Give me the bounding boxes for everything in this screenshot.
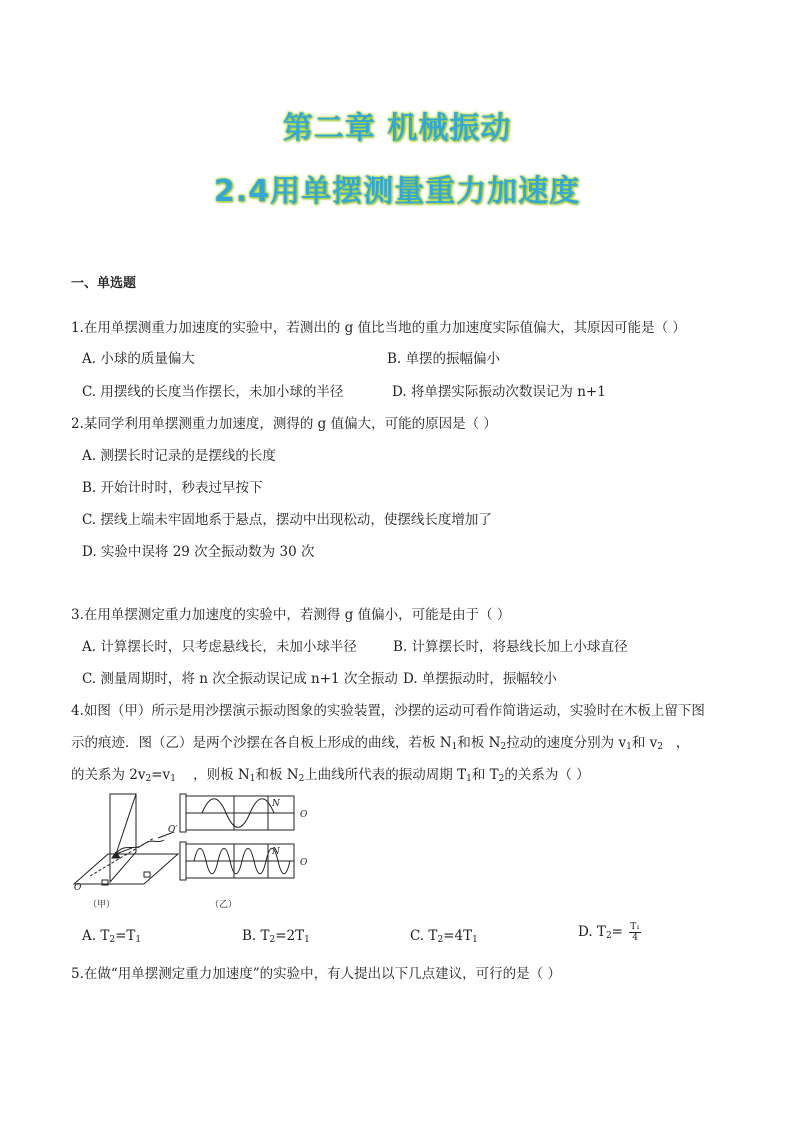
label-o-n1: O [300,810,308,820]
label-o-prime: O′ [168,825,178,835]
q4-option-d[interactable]: D. $T_2=$ $\frac{\text{T₁}}{4}$ [578,922,640,943]
label-n2: N [272,847,280,857]
q3-option-d[interactable]: D. 单摆振动时，振幅较小 [403,671,557,687]
q4-option-c[interactable]: C. $T_2=4T_1$ [410,928,478,945]
section-heading: 一、单选题 [71,276,137,291]
q2-stem: 2.某同学利用单摆测重力加速度，测得的 g 值偏大，可能的原因是（ ） [71,416,497,432]
q3-stem: 3.在用单摆测定重力加速度的实验中，若测得 g 值偏小，可能是由于（ ） [71,607,511,623]
q1-option-d[interactable]: D. 将单摆实际振动次数误记为 n+1 [392,384,606,400]
label-o-left: O [74,883,82,893]
wood-board [74,854,178,884]
sand-pendulum-figure [72,792,322,910]
q1-option-a[interactable]: A. 小球的质量偏大 [82,351,195,367]
fraction-t1-over-4: $\frac{\text{T₁}}{4}$ [630,922,640,943]
q4-option-b[interactable]: B. $T_2=2T_1$ [242,928,310,945]
label-jia: （甲） [88,900,116,910]
q3-option-c[interactable]: C. 测量周期时，将 n 次全振动误记成 n+1 次全振动 [82,671,398,687]
label-n1: N [272,799,280,809]
q4-stem-line2: 示的痕迹．图（乙）是两个沙摆在各自板上形成的曲线，若板 $N_1$和板 $N_2$拉动的速度分别为 $v_1$和 $v_2$ ， [71,735,690,752]
q1-option-c[interactable]: C. 用摆线的长度当作摆长，未加小球的半径 [82,384,344,400]
q2-option-d[interactable]: D. 实验中误将 29 次全振动数为 30 次 [82,544,315,560]
q1-stem: 1.在用单摆测重力加速度的实验中，若测出的 g 值比当地的重力加速度实际值偏大，其原因可能是（ ） [71,320,686,336]
chapter-title: 第二章 机械振动 [282,111,512,146]
q2-option-a[interactable]: A. 测摆长时记录的是摆线的长度 [82,448,276,464]
q3-option-b[interactable]: B. 计算摆长时，将悬线长加上小球直径 [393,639,628,655]
q2-option-c[interactable]: C. 摆线上端未牢固地系于悬点，摆动中出现松动，使摆线长度增加了 [82,512,492,528]
label-o-n2: O [300,858,308,868]
section-title: 2.4用单摆测量重力加速度 [213,174,581,209]
q4-option-a[interactable]: A. $T_2=T_1$ [82,928,142,945]
q5-stem: 5.在做“用单摆测定重力加速度”的实验中，有人提出以下几点建议，可行的是（ ） [71,966,561,982]
q4-stem-line3: 的关系为 $2v_2=v_1$ ，则板 $N_1$和板 $N_2$上曲线所代表的振动周期 $T_1$和 $T_2$的关系为（ ） [71,767,590,784]
q3-option-a[interactable]: A. 计算摆长时，只考虑悬线长，未加小球半径 [82,639,357,655]
q1-option-b[interactable]: B. 单摆的振幅偏小 [387,351,501,367]
label-yi: （乙） [210,900,238,910]
q4-stem-line1: 4.如图（甲）所示是用沙摆演示振动图象的实验装置，沙摆的运动可看作简谐运动，实验时在木板上留下图 [71,703,705,719]
q2-option-b[interactable]: B. 开始计时时，秒表过早按下 [82,480,263,496]
